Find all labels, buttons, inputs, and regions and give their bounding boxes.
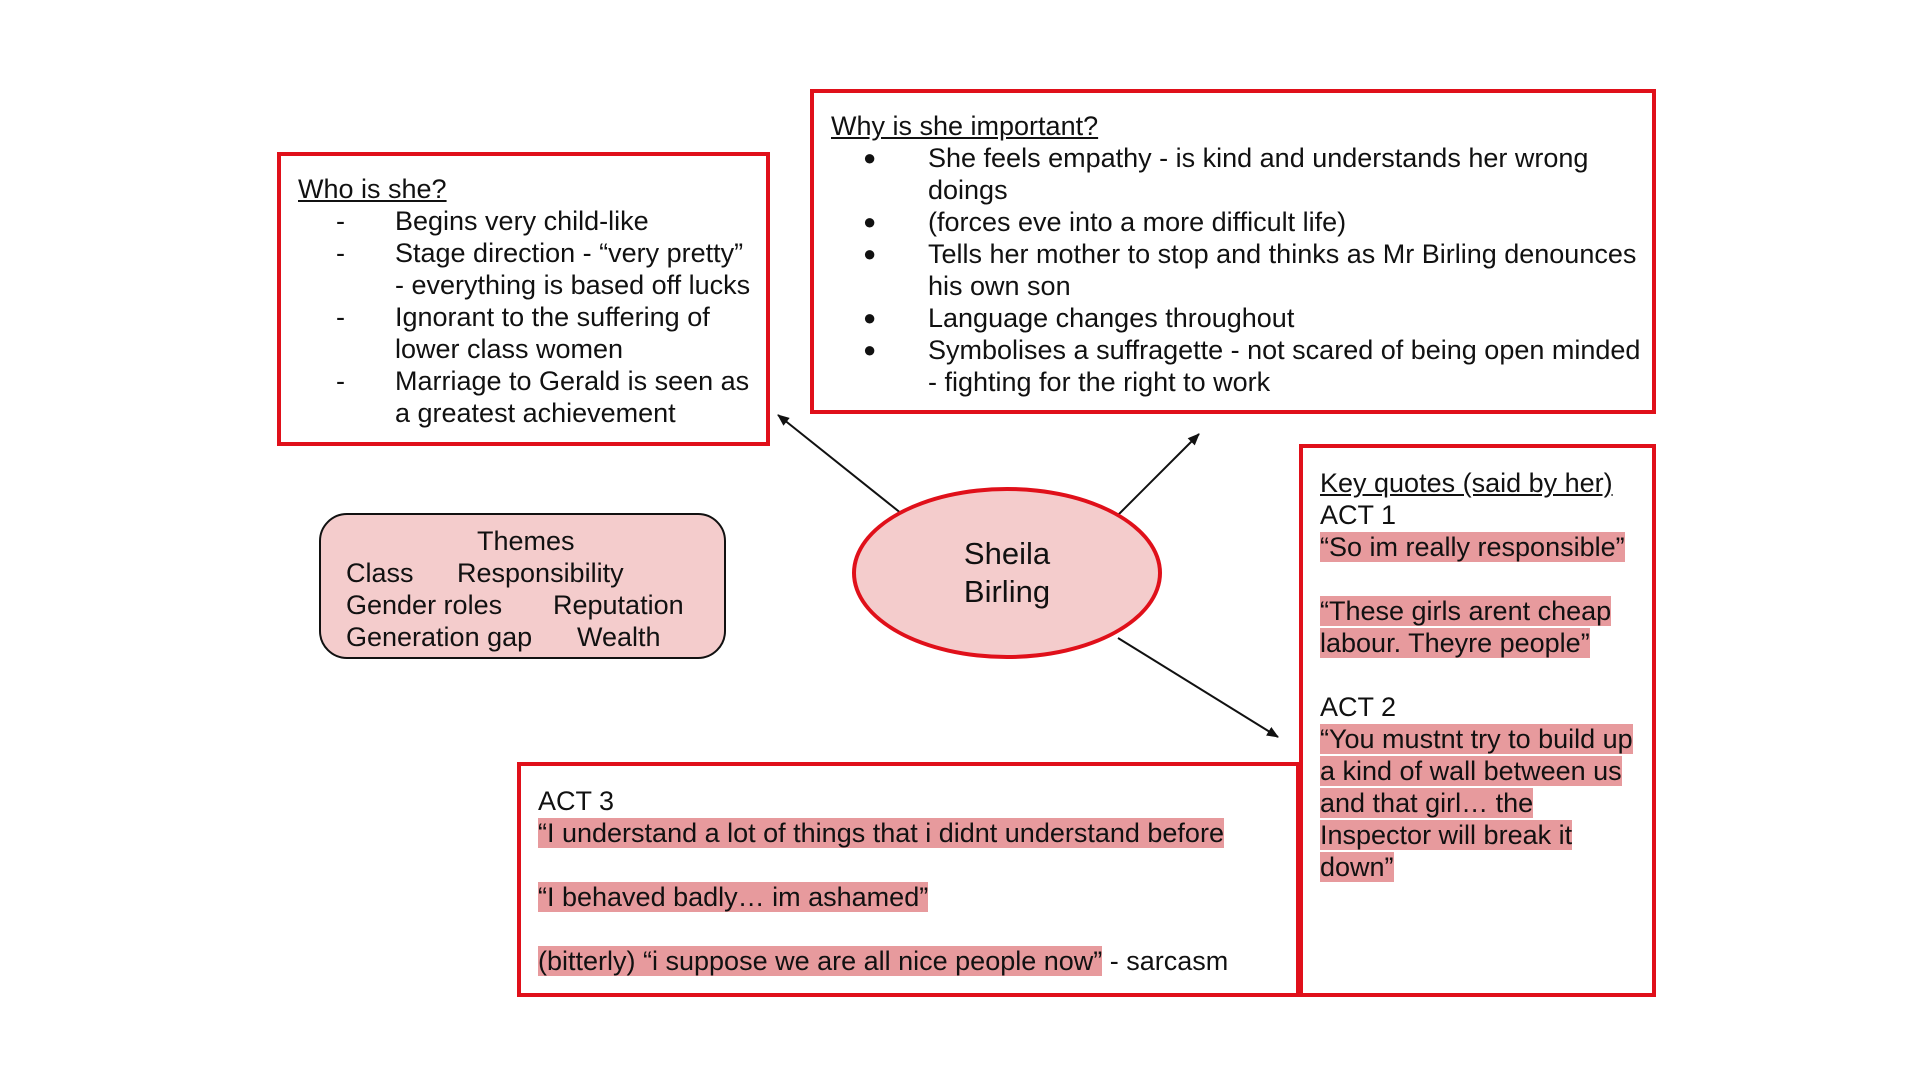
list-item-text: his own son [928,271,1071,301]
quote-annotation: - sarcasm [1102,946,1229,976]
list-item-text: Marriage to Gerald is seen as [395,366,750,396]
list-item [831,302,1652,334]
why-important-box [810,89,1656,414]
why-heading: Why is she important? [831,111,1099,141]
arrow-to-quotes [1118,638,1278,737]
list-item [298,237,766,301]
list-item-text: - everything is based off lucks [395,270,751,300]
list-item-text: a greatest achievement [395,398,676,428]
list-item [298,205,766,237]
quote-highlight: “I behaved badly… im ashamed” [538,882,929,912]
themes-title: Themes [477,526,575,556]
act1-label: ACT 1 [1320,500,1397,530]
bullet-marker: ● [863,337,877,362]
list-item [831,334,1652,398]
who-list [298,205,766,429]
quote-highlight: “So im really responsible” [1320,532,1625,562]
quote-highlight: (bitterly) “i suppose we are all nice people now” [538,946,1103,976]
list-item-text: Tells her mother to stop and thinks as Mr Birling denounces [928,239,1637,269]
dash-marker: - [336,238,345,268]
quotes-heading: Key quotes (said by her) [1320,468,1613,498]
who-is-she-box [277,152,770,446]
center-name-line1: Sheila [963,536,1051,571]
list-item-text: Ignorant to the suffering of [395,302,710,332]
quote-highlight: “You mustnt try to build up [1320,724,1633,754]
why-list [831,142,1652,398]
act3-label: ACT 3 [538,786,615,816]
bullet-marker: ● [863,305,877,330]
theme-item: Reputation [553,590,684,620]
quote-highlight: “I understand a lot of things that i didnt understand before [538,818,1224,848]
quote-highlight: labour. Theyre people” [1320,628,1590,658]
list-item [831,206,1652,238]
list-item-text: (forces eve into a more difficult life) [928,207,1347,237]
themes-bubble [319,513,726,659]
list-item-text: She feels empathy - is kind and understands her wrong [928,143,1589,173]
act3-quotes-box [517,762,1300,997]
theme-item: Responsibility [457,558,624,588]
bullet-marker: ● [863,209,877,234]
key-quotes-box [1299,444,1656,997]
list-item [298,365,766,429]
theme-item: Generation gap [346,622,533,652]
bullet-marker: ● [863,241,877,266]
dash-marker: - [336,302,345,332]
center-name-line2: Birling [963,574,1051,609]
central-character-node [852,487,1162,659]
arrow-to-who [778,415,902,514]
quote-highlight: down” [1320,852,1394,882]
who-heading: Who is she? [298,174,447,204]
act2-label: ACT 2 [1320,692,1397,722]
list-item-text: lower class women [395,334,624,364]
list-item-text: - fighting for the right to work [928,367,1271,397]
theme-item: Class [346,558,414,588]
list-item [831,142,1652,206]
quote-highlight: and that girl… the [1320,788,1534,818]
list-item-text: doings [928,175,1008,205]
bullet-marker: ● [863,145,877,170]
quote-highlight: Inspector will break it [1320,820,1573,850]
list-item-text: Begins very child-like [395,206,649,236]
list-item-text: Language changes throughout [928,303,1295,333]
theme-item: Wealth [577,622,661,652]
quote-highlight: “These girls arent cheap [1320,596,1612,626]
theme-item: Gender roles [346,590,503,620]
list-item [831,238,1652,302]
list-item-text: Symbolises a suffragette - not scared of being open minded [928,335,1641,365]
dash-marker: - [336,366,345,396]
dash-marker: - [336,206,345,236]
list-item [298,301,766,365]
quote-highlight: a kind of wall between us [1320,756,1622,786]
list-item-text: Stage direction - “very pretty” [395,238,744,268]
arrow-to-why [1118,434,1199,515]
